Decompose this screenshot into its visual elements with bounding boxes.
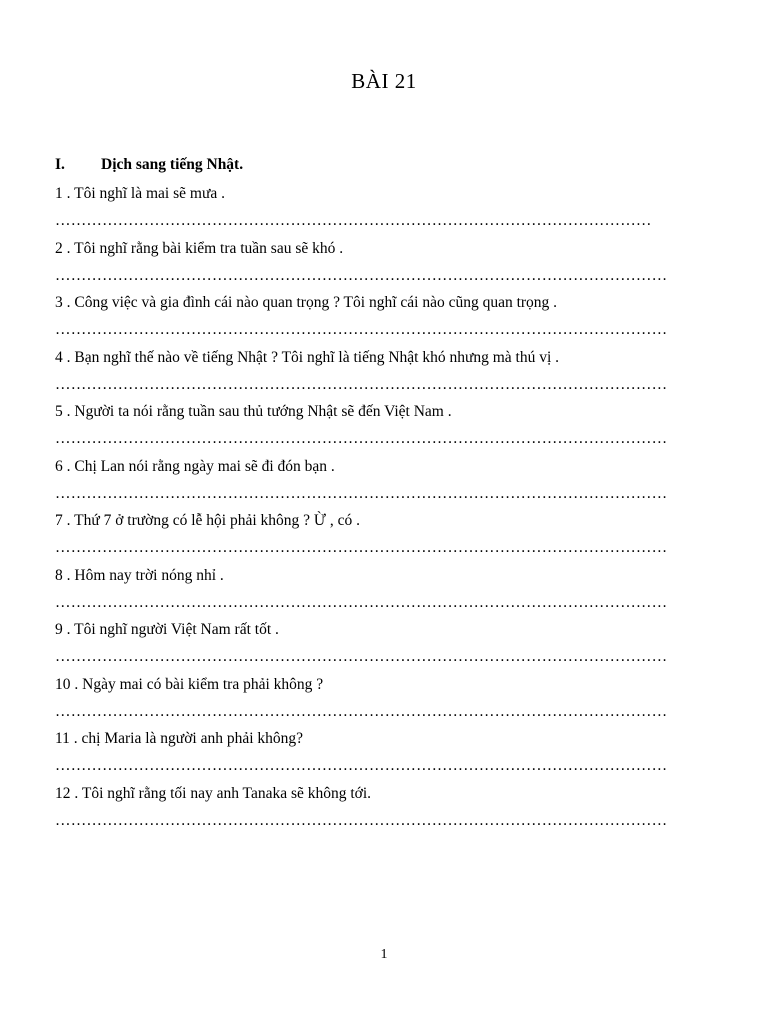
question-text: 12 . Tôi nghĩ rằng tối nay anh Tanaka sẽ không tới.	[55, 784, 372, 802]
question-item	[55, 457, 695, 512]
page-number: 1	[380, 947, 388, 962]
question-item	[55, 184, 695, 239]
question-item	[55, 620, 695, 675]
answer-line: ………………………………………………………………………………………………………	[55, 757, 668, 774]
question-item	[55, 402, 695, 457]
question-text: 3 . Công việc và gia đình cái nào quan trọng ? Tôi nghĩ cái nào cũng quan trọng .	[55, 294, 558, 311]
answer-line: ……………………………………………………………………………………………………	[55, 212, 652, 229]
question-text: 6 . Chị Lan nói rằng ngày mai sẽ đi đón bạn .	[55, 457, 335, 475]
section-heading	[55, 156, 243, 174]
question-text: 2 . Tôi nghĩ rằng bài kiểm tra tuần sau sẽ khó .	[55, 239, 344, 257]
question-text: 5 . Người ta nói rằng tuần sau thủ tướng Nhật sẽ đến Việt Nam .	[55, 403, 452, 420]
question-text: 4 . Bạn nghĩ thế nào về tiếng Nhật ? Tôi nghĩ là tiếng Nhật khó nhưng mà thú vị .	[55, 348, 560, 366]
section-number: I.	[55, 156, 65, 173]
answer-line: ………………………………………………………………………………………………………	[55, 266, 668, 284]
question-text: 8 . Hôm nay trời nóng nhỉ .	[55, 566, 224, 584]
question-list	[55, 184, 695, 838]
question-text: 1 . Tôi nghĩ là mai sẽ mưa .	[55, 185, 225, 202]
page-title: BÀI 21	[351, 69, 417, 93]
answer-line: ………………………………………………………………………………………………………	[55, 321, 668, 338]
question-item	[55, 348, 695, 403]
question-item	[55, 511, 695, 566]
answer-line: ………………………………………………………………………………………………………	[55, 593, 668, 611]
question-item	[55, 566, 695, 621]
section-title: Dịch sang tiếng Nhật.	[101, 156, 244, 173]
answer-line: ………………………………………………………………………………………………………	[55, 375, 668, 393]
answer-line: ………………………………………………………………………………………………………	[55, 648, 668, 665]
question-text: 9 . Tôi nghĩ người Việt Nam rất tốt .	[55, 621, 279, 638]
answer-line: ………………………………………………………………………………………………………	[55, 430, 668, 447]
question-text: 11 . chị Maria là người anh phải không?	[55, 730, 304, 747]
question-item	[55, 293, 695, 348]
question-item	[55, 729, 695, 784]
question-item	[55, 675, 695, 730]
question-item	[55, 239, 695, 294]
question-text: 7 . Thứ 7 ở trường có lễ hội phải không ? Ừ , có .	[55, 512, 360, 529]
answer-line: ………………………………………………………………………………………………………	[55, 811, 668, 829]
question-text: 10 . Ngày mai có bài kiểm tra phải không ?	[55, 675, 324, 693]
answer-line: ………………………………………………………………………………………………………	[55, 539, 668, 556]
answer-line: ………………………………………………………………………………………………………	[55, 484, 668, 502]
question-item	[55, 784, 695, 839]
answer-line: ………………………………………………………………………………………………………	[55, 702, 668, 720]
